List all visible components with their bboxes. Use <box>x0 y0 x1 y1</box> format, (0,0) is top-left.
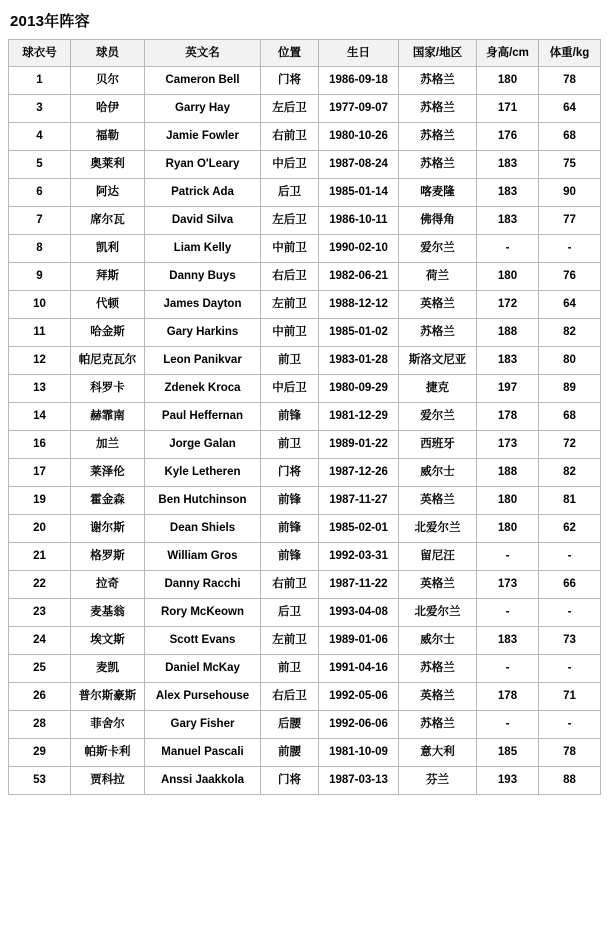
table-body <box>9 67 601 795</box>
cell-height: - <box>477 543 539 571</box>
page-title: 2013年阵容 <box>10 13 90 30</box>
cell-birthday: 1987-03-13 <box>319 767 399 795</box>
cell-birthday: 1992-05-06 <box>319 683 399 711</box>
cell-birthday: 1991-04-16 <box>319 655 399 683</box>
cell-height: 183 <box>477 179 539 207</box>
table-header-row <box>9 40 601 67</box>
cell-weight: 68 <box>539 123 601 151</box>
cell-height: - <box>477 655 539 683</box>
cell-jersey: 12 <box>9 347 71 375</box>
table-row <box>9 767 601 795</box>
cell-weight: 68 <box>539 403 601 431</box>
cell-jersey: 53 <box>9 767 71 795</box>
table-row <box>9 67 601 95</box>
cell-country: 留尼汪 <box>399 543 477 571</box>
cell-position: 前卫 <box>261 655 319 683</box>
cell-player: 赫霏南 <box>71 403 145 431</box>
cell-jersey: 9 <box>9 263 71 291</box>
cell-position: 中后卫 <box>261 375 319 403</box>
cell-english-name: Paul Heffernan <box>145 403 261 431</box>
table-row <box>9 627 601 655</box>
cell-height: 188 <box>477 319 539 347</box>
cell-player: 哈伊 <box>71 95 145 123</box>
cell-position: 门将 <box>261 459 319 487</box>
cell-weight: 66 <box>539 571 601 599</box>
cell-english-name: Danny Racchi <box>145 571 261 599</box>
cell-country: 苏格兰 <box>399 319 477 347</box>
cell-height: - <box>477 235 539 263</box>
cell-english-name: Anssi Jaakkola <box>145 767 261 795</box>
table-row <box>9 515 601 543</box>
cell-country: 西班牙 <box>399 431 477 459</box>
cell-weight: 75 <box>539 151 601 179</box>
cell-country: 苏格兰 <box>399 655 477 683</box>
cell-player: 哈金斯 <box>71 319 145 347</box>
cell-height: 180 <box>477 515 539 543</box>
cell-jersey: 29 <box>9 739 71 767</box>
cell-jersey: 3 <box>9 95 71 123</box>
cell-birthday: 1989-01-22 <box>319 431 399 459</box>
cell-country: 捷克 <box>399 375 477 403</box>
table-row <box>9 95 601 123</box>
cell-country: 苏格兰 <box>399 67 477 95</box>
cell-birthday: 1987-08-24 <box>319 151 399 179</box>
cell-english-name: James Dayton <box>145 291 261 319</box>
cell-position: 右前卫 <box>261 123 319 151</box>
cell-weight: 78 <box>539 739 601 767</box>
table-row <box>9 375 601 403</box>
cell-english-name: Jamie Fowler <box>145 123 261 151</box>
cell-country: 喀麦隆 <box>399 179 477 207</box>
cell-weight: 88 <box>539 767 601 795</box>
cell-jersey: 26 <box>9 683 71 711</box>
cell-birthday: 1992-03-31 <box>319 543 399 571</box>
cell-player: 福勒 <box>71 123 145 151</box>
cell-player: 拜斯 <box>71 263 145 291</box>
cell-position: 右后卫 <box>261 683 319 711</box>
cell-weight: 81 <box>539 487 601 515</box>
cell-country: 苏格兰 <box>399 151 477 179</box>
cell-height: 197 <box>477 375 539 403</box>
cell-birthday: 1989-01-06 <box>319 627 399 655</box>
column-header-weight: 体重/kg <box>539 40 601 67</box>
cell-position: 前锋 <box>261 487 319 515</box>
table-row <box>9 571 601 599</box>
cell-height: 183 <box>477 207 539 235</box>
cell-english-name: Patrick Ada <box>145 179 261 207</box>
cell-weight: 64 <box>539 95 601 123</box>
cell-weight: 82 <box>539 459 601 487</box>
cell-weight: 76 <box>539 263 601 291</box>
cell-country: 苏格兰 <box>399 95 477 123</box>
cell-birthday: 1987-12-26 <box>319 459 399 487</box>
cell-position: 中后卫 <box>261 151 319 179</box>
table-row <box>9 319 601 347</box>
cell-height: 180 <box>477 263 539 291</box>
cell-english-name: Ben Hutchinson <box>145 487 261 515</box>
cell-country: 英格兰 <box>399 571 477 599</box>
cell-english-name: Zdenek Kroca <box>145 375 261 403</box>
cell-english-name: Jorge Galan <box>145 431 261 459</box>
cell-player: 拉奇 <box>71 571 145 599</box>
cell-height: - <box>477 599 539 627</box>
cell-english-name: David Silva <box>145 207 261 235</box>
cell-birthday: 1981-10-09 <box>319 739 399 767</box>
cell-jersey: 7 <box>9 207 71 235</box>
cell-position: 前卫 <box>261 431 319 459</box>
cell-birthday: 1985-02-01 <box>319 515 399 543</box>
table-row <box>9 151 601 179</box>
cell-jersey: 8 <box>9 235 71 263</box>
cell-weight: 89 <box>539 375 601 403</box>
cell-country: 苏格兰 <box>399 123 477 151</box>
cell-weight: 90 <box>539 179 601 207</box>
table-row <box>9 683 601 711</box>
cell-player: 代顿 <box>71 291 145 319</box>
cell-jersey: 20 <box>9 515 71 543</box>
cell-birthday: 1977-09-07 <box>319 95 399 123</box>
cell-english-name: Garry Hay <box>145 95 261 123</box>
cell-jersey: 17 <box>9 459 71 487</box>
cell-player: 普尔斯豪斯 <box>71 683 145 711</box>
cell-height: - <box>477 711 539 739</box>
column-header-country: 国家/地区 <box>399 40 477 67</box>
cell-player: 谢尔斯 <box>71 515 145 543</box>
cell-english-name: Kyle Letheren <box>145 459 261 487</box>
cell-position: 前锋 <box>261 543 319 571</box>
cell-jersey: 21 <box>9 543 71 571</box>
cell-country: 爱尔兰 <box>399 235 477 263</box>
cell-birthday: 1981-12-29 <box>319 403 399 431</box>
cell-english-name: Ryan O'Leary <box>145 151 261 179</box>
table-row <box>9 459 601 487</box>
table-row <box>9 739 601 767</box>
cell-english-name: Scott Evans <box>145 627 261 655</box>
cell-weight: - <box>539 711 601 739</box>
cell-weight: - <box>539 543 601 571</box>
cell-height: 188 <box>477 459 539 487</box>
table-row <box>9 207 601 235</box>
cell-english-name: Gary Harkins <box>145 319 261 347</box>
cell-country: 英格兰 <box>399 487 477 515</box>
cell-english-name: Cameron Bell <box>145 67 261 95</box>
cell-birthday: 1980-10-26 <box>319 123 399 151</box>
cell-english-name: Dean Shiels <box>145 515 261 543</box>
cell-weight: 82 <box>539 319 601 347</box>
cell-birthday: 1990-02-10 <box>319 235 399 263</box>
column-header-jersey: 球衣号 <box>9 40 71 67</box>
cell-player: 麦基翁 <box>71 599 145 627</box>
cell-position: 左后卫 <box>261 95 319 123</box>
cell-jersey: 16 <box>9 431 71 459</box>
cell-birthday: 1982-06-21 <box>319 263 399 291</box>
cell-player: 贾科拉 <box>71 767 145 795</box>
cell-height: 178 <box>477 683 539 711</box>
cell-jersey: 1 <box>9 67 71 95</box>
cell-position: 前锋 <box>261 403 319 431</box>
cell-jersey: 6 <box>9 179 71 207</box>
cell-weight: - <box>539 655 601 683</box>
cell-jersey: 23 <box>9 599 71 627</box>
cell-jersey: 5 <box>9 151 71 179</box>
cell-player: 霍金森 <box>71 487 145 515</box>
cell-height: 178 <box>477 403 539 431</box>
cell-jersey: 22 <box>9 571 71 599</box>
cell-country: 苏格兰 <box>399 711 477 739</box>
cell-birthday: 1993-04-08 <box>319 599 399 627</box>
cell-height: 183 <box>477 347 539 375</box>
cell-english-name: Daniel McKay <box>145 655 261 683</box>
cell-english-name: Manuel Pascali <box>145 739 261 767</box>
roster-table <box>8 39 601 795</box>
table-row <box>9 235 601 263</box>
cell-country: 荷兰 <box>399 263 477 291</box>
table-header <box>9 40 601 67</box>
cell-height: 172 <box>477 291 539 319</box>
cell-english-name: Leon Panikvar <box>145 347 261 375</box>
column-header-player: 球员 <box>71 40 145 67</box>
cell-position: 右前卫 <box>261 571 319 599</box>
cell-jersey: 28 <box>9 711 71 739</box>
cell-position: 前卫 <box>261 347 319 375</box>
table-row <box>9 263 601 291</box>
cell-birthday: 1980-09-29 <box>319 375 399 403</box>
cell-birthday: 1992-06-06 <box>319 711 399 739</box>
cell-position: 前腰 <box>261 739 319 767</box>
cell-country: 意大利 <box>399 739 477 767</box>
cell-english-name: Danny Buys <box>145 263 261 291</box>
table-row <box>9 711 601 739</box>
cell-player: 莱泽伦 <box>71 459 145 487</box>
cell-height: 171 <box>477 95 539 123</box>
cell-player: 麦凯 <box>71 655 145 683</box>
column-header-birthday: 生日 <box>319 40 399 67</box>
cell-position: 后腰 <box>261 711 319 739</box>
column-header-position: 位置 <box>261 40 319 67</box>
cell-birthday: 1987-11-27 <box>319 487 399 515</box>
cell-weight: - <box>539 599 601 627</box>
cell-english-name: Alex Pursehouse <box>145 683 261 711</box>
cell-height: 193 <box>477 767 539 795</box>
cell-birthday: 1988-12-12 <box>319 291 399 319</box>
cell-jersey: 11 <box>9 319 71 347</box>
cell-jersey: 14 <box>9 403 71 431</box>
cell-english-name: William Gros <box>145 543 261 571</box>
cell-position: 后卫 <box>261 179 319 207</box>
cell-weight: 73 <box>539 627 601 655</box>
cell-weight: 64 <box>539 291 601 319</box>
cell-position: 左后卫 <box>261 207 319 235</box>
column-header-english-name: 英文名 <box>145 40 261 67</box>
cell-position: 中前卫 <box>261 235 319 263</box>
cell-country: 英格兰 <box>399 683 477 711</box>
cell-weight: 71 <box>539 683 601 711</box>
cell-english-name: Rory McKeown <box>145 599 261 627</box>
cell-english-name: Gary Fisher <box>145 711 261 739</box>
cell-player: 贝尔 <box>71 67 145 95</box>
cell-country: 佛得角 <box>399 207 477 235</box>
cell-weight: - <box>539 235 601 263</box>
cell-player: 埃文斯 <box>71 627 145 655</box>
table-row <box>9 487 601 515</box>
column-header-height: 身高/cm <box>477 40 539 67</box>
cell-country: 芬兰 <box>399 767 477 795</box>
table-row <box>9 179 601 207</box>
cell-jersey: 25 <box>9 655 71 683</box>
table-row <box>9 403 601 431</box>
cell-player: 格罗斯 <box>71 543 145 571</box>
cell-position: 右后卫 <box>261 263 319 291</box>
cell-position: 左前卫 <box>261 627 319 655</box>
cell-weight: 80 <box>539 347 601 375</box>
cell-height: 183 <box>477 627 539 655</box>
cell-height: 173 <box>477 571 539 599</box>
cell-position: 后卫 <box>261 599 319 627</box>
cell-player: 帕尼克瓦尔 <box>71 347 145 375</box>
cell-player: 凯利 <box>71 235 145 263</box>
cell-jersey: 4 <box>9 123 71 151</box>
cell-player: 奥莱利 <box>71 151 145 179</box>
cell-birthday: 1985-01-14 <box>319 179 399 207</box>
cell-jersey: 24 <box>9 627 71 655</box>
cell-country: 北爱尔兰 <box>399 515 477 543</box>
cell-height: 180 <box>477 67 539 95</box>
table-row <box>9 543 601 571</box>
table-row <box>9 291 601 319</box>
cell-player: 科罗卡 <box>71 375 145 403</box>
cell-jersey: 10 <box>9 291 71 319</box>
cell-height: 183 <box>477 151 539 179</box>
cell-height: 176 <box>477 123 539 151</box>
table-row <box>9 347 601 375</box>
cell-player: 菲舍尔 <box>71 711 145 739</box>
table-row <box>9 655 601 683</box>
cell-position: 门将 <box>261 767 319 795</box>
cell-height: 180 <box>477 487 539 515</box>
cell-country: 威尔士 <box>399 627 477 655</box>
cell-height: 173 <box>477 431 539 459</box>
cell-country: 威尔士 <box>399 459 477 487</box>
cell-country: 斯洛文尼亚 <box>399 347 477 375</box>
cell-position: 前锋 <box>261 515 319 543</box>
cell-height: 185 <box>477 739 539 767</box>
cell-english-name: Liam Kelly <box>145 235 261 263</box>
cell-weight: 77 <box>539 207 601 235</box>
cell-weight: 78 <box>539 67 601 95</box>
cell-jersey: 19 <box>9 487 71 515</box>
cell-birthday: 1985-01-02 <box>319 319 399 347</box>
table-row <box>9 123 601 151</box>
cell-player: 帕斯卡利 <box>71 739 145 767</box>
cell-birthday: 1987-11-22 <box>319 571 399 599</box>
cell-jersey: 13 <box>9 375 71 403</box>
cell-position: 门将 <box>261 67 319 95</box>
cell-birthday: 1986-10-11 <box>319 207 399 235</box>
cell-weight: 62 <box>539 515 601 543</box>
cell-birthday: 1983-01-28 <box>319 347 399 375</box>
cell-birthday: 1986-09-18 <box>319 67 399 95</box>
cell-country: 北爱尔兰 <box>399 599 477 627</box>
table-row <box>9 599 601 627</box>
table-row <box>9 431 601 459</box>
cell-weight: 72 <box>539 431 601 459</box>
cell-position: 中前卫 <box>261 319 319 347</box>
cell-player: 席尔瓦 <box>71 207 145 235</box>
cell-country: 爱尔兰 <box>399 403 477 431</box>
cell-player: 加兰 <box>71 431 145 459</box>
cell-country: 英格兰 <box>399 291 477 319</box>
cell-position: 左前卫 <box>261 291 319 319</box>
cell-player: 阿达 <box>71 179 145 207</box>
